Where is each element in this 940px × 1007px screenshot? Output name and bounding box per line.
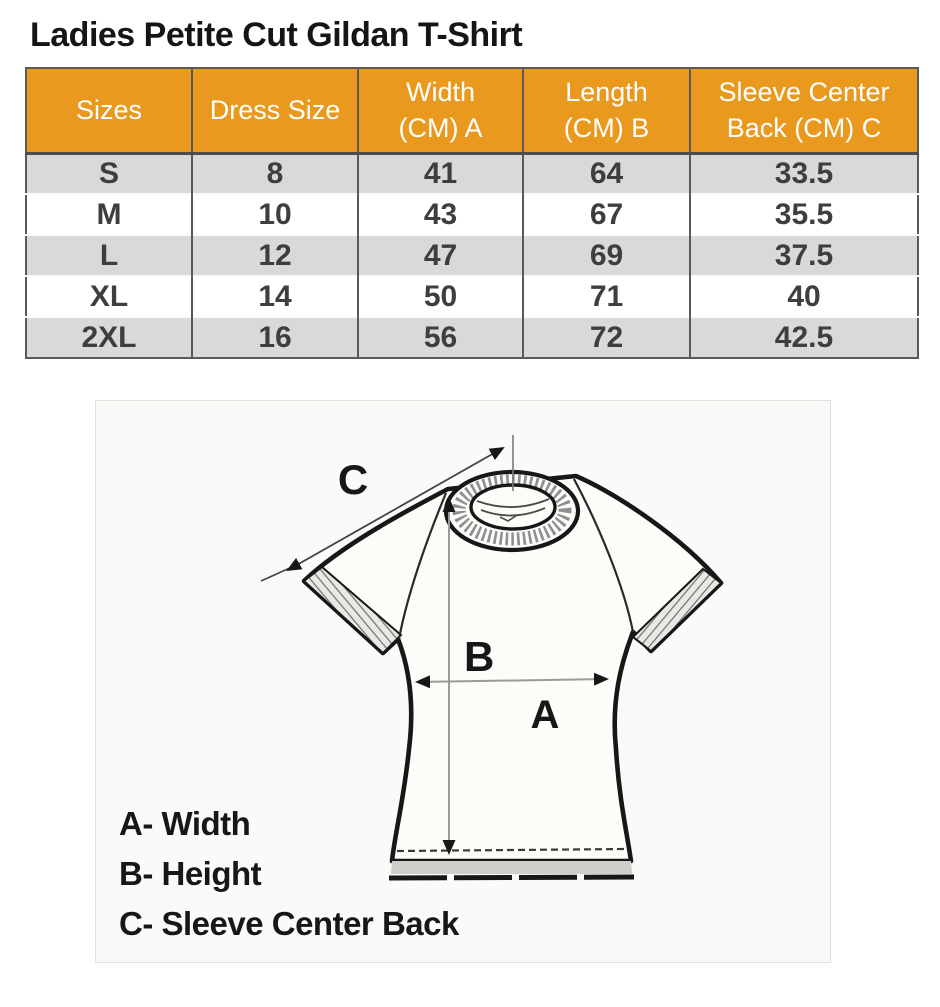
page-title: Ladies Petite Cut Gildan T-Shirt xyxy=(30,16,523,54)
dress-size-cell: 12 xyxy=(192,235,358,276)
size-cell: M xyxy=(26,194,192,235)
size-cell: 2XL xyxy=(26,317,192,358)
table-row xyxy=(26,153,918,194)
sleeve-cell: 33.5 xyxy=(690,153,918,194)
table-row xyxy=(26,317,918,358)
column-header-length: Length (CM) B xyxy=(523,68,690,153)
height-label-b: B xyxy=(464,633,495,680)
measurement-legend xyxy=(119,799,459,949)
legend-width: A- Width xyxy=(119,805,251,842)
sleeve-cell: 42.5 xyxy=(690,317,918,358)
dress-size-cell: 8 xyxy=(192,153,358,194)
table-row xyxy=(26,276,918,317)
width-cell: 56 xyxy=(358,317,523,358)
sleeve-cell: 40 xyxy=(690,276,918,317)
table-row xyxy=(26,194,918,235)
sleeve-cell: 37.5 xyxy=(690,235,918,276)
dress-size-cell: 14 xyxy=(192,276,358,317)
column-header-sizes: Sizes xyxy=(26,68,192,153)
length-cell: 69 xyxy=(523,235,690,276)
sleeve-label-c: C xyxy=(337,456,369,503)
table-header-row xyxy=(26,68,918,153)
dress-size-cell: 10 xyxy=(192,194,358,235)
size-table xyxy=(25,67,919,359)
legend-sleeve: C- Sleeve Center Back xyxy=(119,905,459,942)
width-cell: 43 xyxy=(358,194,523,235)
width-cell: 47 xyxy=(358,235,523,276)
size-cell: XL xyxy=(26,276,192,317)
length-cell: 64 xyxy=(523,153,690,194)
width-cell: 50 xyxy=(358,276,523,317)
width-label-a: A xyxy=(530,693,560,737)
length-cell: 72 xyxy=(523,317,690,358)
table-row xyxy=(26,235,918,276)
dress-size-cell: 16 xyxy=(192,317,358,358)
length-cell: 71 xyxy=(523,276,690,317)
column-header-width: Width (CM) A xyxy=(358,68,523,153)
column-header-sleeve-center-back: Sleeve Center Back (CM) C xyxy=(690,68,918,153)
measurement-diagram-panel xyxy=(95,400,831,963)
sleeve-cell: 35.5 xyxy=(690,194,918,235)
width-cell: 41 xyxy=(358,153,523,194)
size-cell: L xyxy=(26,235,192,276)
size-cell: S xyxy=(26,153,192,194)
length-cell: 67 xyxy=(523,194,690,235)
legend-height: B- Height xyxy=(119,855,262,892)
column-header-dress-size: Dress Size xyxy=(192,68,358,153)
